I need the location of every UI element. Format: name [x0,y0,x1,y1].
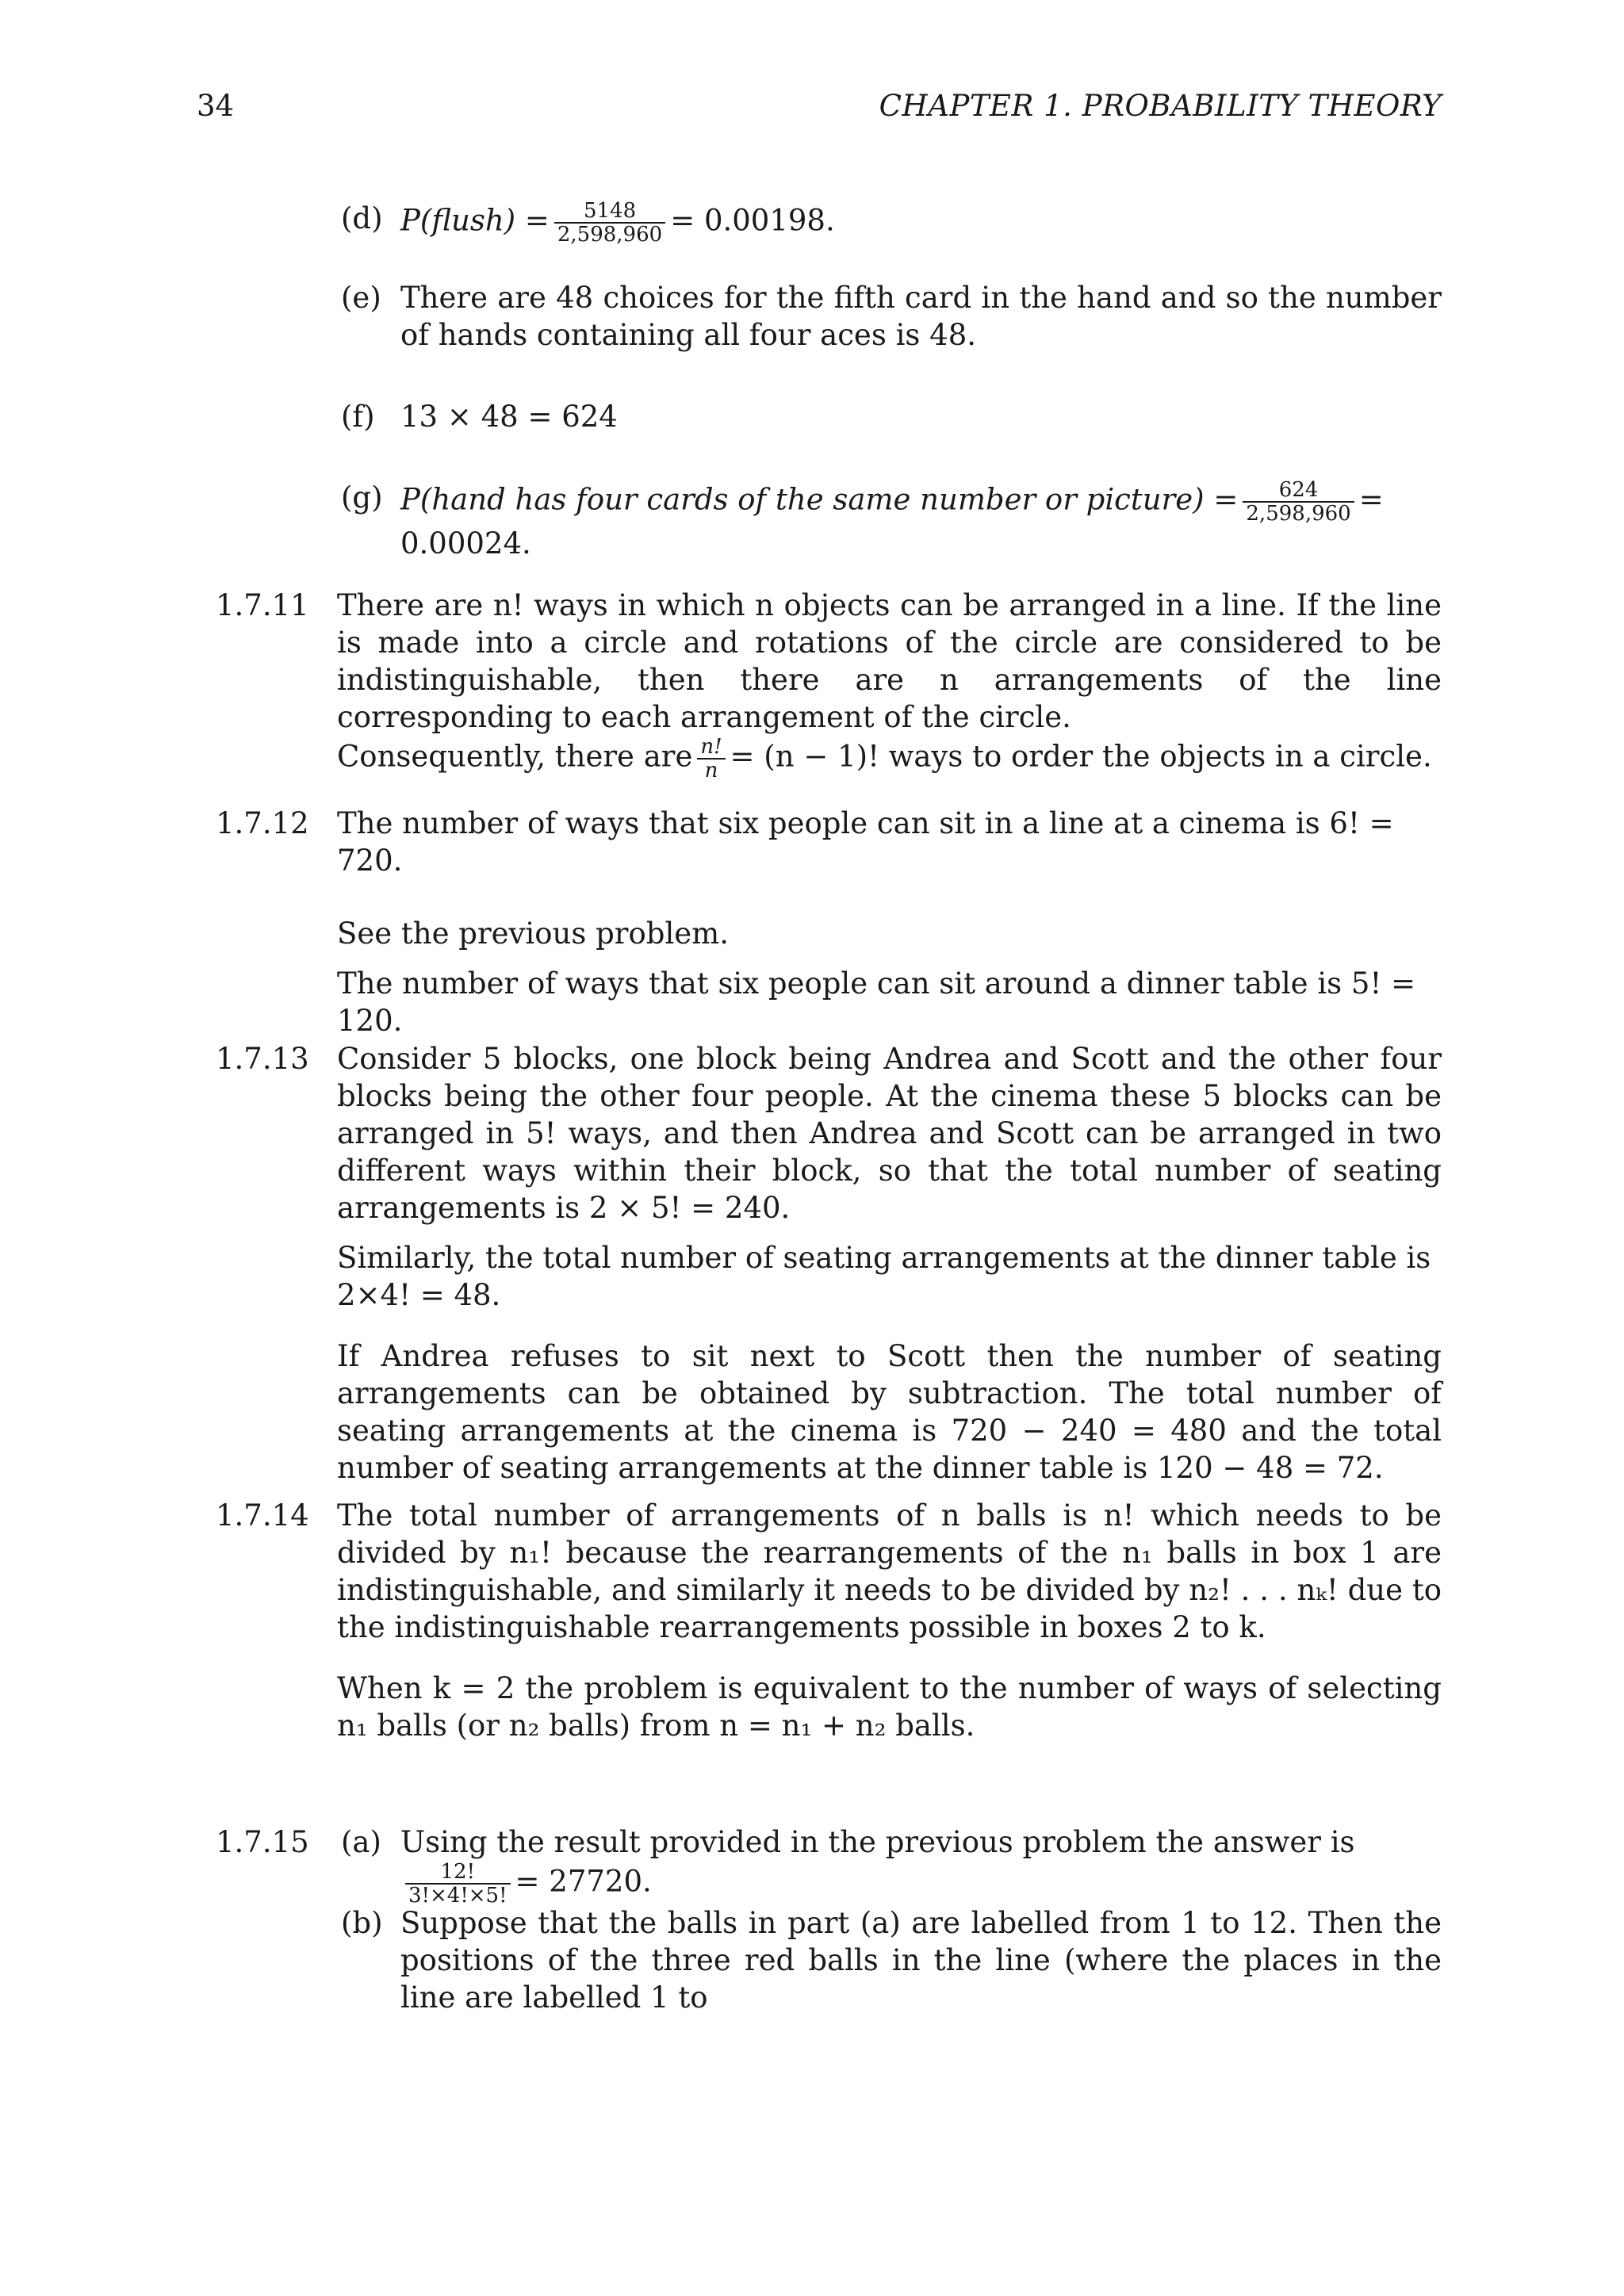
part-d-lhs: P(flush) = [400,203,550,238]
problem-1-7-13-body [337,1040,1442,1487]
problem-number: 1.7.13 [216,1042,309,1076]
part-g-fraction [1243,479,1354,525]
part-g-fraction-numerator: 624 [1243,479,1354,503]
problem-1-7-11-body [337,587,1442,782]
part-d-fraction [554,200,665,246]
problem-1-7-11-conclusion-post: = (n − 1)! ways to order the objects in a circle. [730,739,1432,774]
problem-number: 1.7.12 [216,806,309,840]
problem-number: 1.7.15 [216,1825,309,1859]
part-d-rhs: = 0.00198. [670,203,835,238]
problem-1-7-15-part-a [400,1823,1442,1907]
running-head: CHAPTER 1. PROBABILITY THEORY [879,89,1442,123]
problem-number: 1.7.14 [216,1498,309,1533]
problem-1-7-11-conclusion [337,736,1442,782]
problem-1-7-12-line3: The number of ways that six people can sit around a dinner table is 5! = 120. [337,966,1416,1038]
problem-1-7-13-para3: If Andrea refuses to sit next to Scott then the number of seating arrangements can be obtained by subtraction. The total number of seating arrangements at the cinema is 720 − 240 = 480 and the total number of seating arrangements at the dinner table is 120 − 48 = 72. [337,1339,1442,1485]
part-g-fraction-denominator: 2,598,960 [1246,502,1351,526]
problem-1-7-12-line1: The number of ways that six people can sit in a line at a cinema is 6! = 720. [337,806,1394,878]
part-d-equation [400,200,1442,246]
part-a-post: = 27720. [515,1864,652,1899]
problem-1-7-12-line2: See the previous problem. [337,916,730,951]
part-g-rhs: = 0.00024. [400,482,1384,561]
part-f-text: 13 × 48 = 624 [400,400,618,434]
part-a-fraction [405,1861,511,1907]
problem-number: 1.7.11 [216,588,309,622]
problem-1-7-14-body [337,1497,1442,1744]
problem-1-7-11-text: There are n! ways in which n objects can be arranged in a line. If the line is made into a circle and rotations of the circle are considered to be indistinguishable, then there are n arrangements of the line corresponding to each arrangement of the circle. [337,588,1442,734]
part-a-fraction-denominator: 3!×4!×5! [408,1884,508,1908]
part-b-label: (b) [341,1906,383,1940]
part-d-fraction-numerator: 5148 [554,200,665,224]
problem-1-7-12-body [337,805,1442,1039]
part-d-fraction-denominator: 2,598,960 [557,223,663,247]
part-a-label: (a) [341,1825,381,1859]
part-g-equation [400,479,1442,562]
problem-1-7-13-para2: Similarly, the total number of seating arrangements at the dinner table is 2×4! = 48. [337,1241,1431,1312]
problem-1-7-14-para2: When k = 2 the problem is equivalent to the number of ways of selecting n₁ balls (or n₂ balls) from n = n₁ + n₂ balls. [337,1671,1442,1743]
part-d-label: (d) [341,201,383,235]
part-a-fraction-numerator: 12! [405,1861,511,1885]
problem-1-7-11-conclusion-pre: Consequently, there are [337,739,693,774]
part-e-text: There are 48 choices for the fifth card in the hand and so the number of hands containing all four aces is 48. [400,281,1442,352]
problem-1-7-11-fraction-numerator: n! [697,736,725,760]
problem-1-7-13-para1: Consider 5 blocks, one block being Andrea and Scott and the other four blocks being the other four people. At the cinema these 5 blocks can be arranged in 5! ways, and then Andrea and Scott can be arranged in two different ways within their block, so that the total number of seating arrangements is 2 × 5! = 240. [337,1042,1442,1225]
problem-1-7-15-part-b: Suppose that the balls in part (a) are labelled from 1 to 12. Then the positions of the three red balls in the line (where the places in the line are labelled 1 to [400,1906,1442,2015]
page-number: 34 [197,89,235,123]
part-g-lhs: P(hand has four cards of the same number or picture) = [400,482,1239,517]
part-e-label: (e) [341,281,381,315]
problem-1-7-11-fraction [697,736,725,782]
part-f-label: (f) [341,400,375,434]
page-header [197,89,1442,133]
problem-1-7-11-fraction-denominator: n [704,759,718,783]
problem-1-7-14-para1: The total number of arrangements of n balls is n! which needs to be divided by n₁! because the rearrangements of the n₁ balls in box 1 are indistinguishable, and similarly it needs to be divided by n₂! . . . nₖ! due to the indistinguishable rearrangements possible in boxes 2 to k. [337,1498,1442,1644]
part-a-pre: Using the result provided in the previous problem the answer is [400,1825,1355,1859]
part-g-label: (g) [341,480,383,515]
